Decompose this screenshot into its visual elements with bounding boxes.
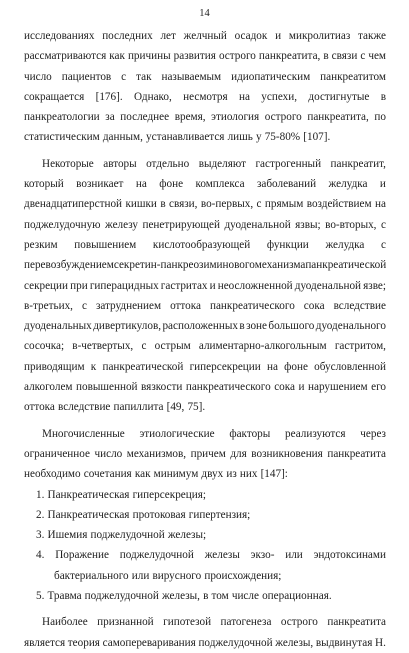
text-line: панкреатологии за последнее время, этиология острого панкреатита, по: [24, 111, 386, 124]
text-line: дуоденальных дивертикулов, расположенных в зоне большого дуоденального: [24, 320, 386, 333]
text-line: приводящим к панкреатической гиперсекреции на фоне обусловленной: [24, 360, 386, 373]
text-line: оттока вследствие папиллита [49, 75].: [24, 401, 206, 414]
text-line: исследованиях последних лет желчный осадок и микролитиаз также: [24, 30, 386, 42]
text-line: статистическим данным, устанавливается лишь у 75-80% [107].: [24, 131, 331, 144]
text-line: рассматриваются как причины развития острого панкреатита, в связи с чем: [24, 50, 386, 63]
text-line: сосочка; в-четвертых, с острым алиментарно-алкогольным гастритом,: [24, 340, 386, 353]
page-number: 14: [199, 8, 210, 19]
list-item-line: 4. Поражение поджелудочной железы экзо- или эндотоксинами: [36, 549, 386, 562]
list-item-line: 3. Ишемия поджелудочной железы;: [36, 529, 207, 542]
text-line: Некоторые авторы отдельно выделяют гастрогенный панкреатит,: [42, 157, 386, 170]
text-line: ограниченное число механизмов, причем для возникновения панкреатита: [24, 447, 386, 460]
text-line: Многочисленные этиологические факторы реализуются через: [42, 427, 386, 440]
text-line: перевозбуждением секретин-панкреозиминового механизма панкреатической: [24, 259, 387, 272]
text-line: число пациентов с так называемым идиопатическим панкреатитом: [24, 70, 386, 83]
text-line: необходимо сочетания как минимум двух из них [147]:: [24, 468, 288, 481]
text-line: алкоголем повышенной вязкости панкреатического сока и нарушением его: [24, 381, 386, 394]
body-text: [24, 26, 386, 653]
text-line: который возникает на фоне комплекса заболеваний желудка и: [24, 178, 386, 191]
text-line: секреции при гиперацидных гастритах и неосложненной дуоденальной язве;: [24, 279, 386, 292]
text-line: двенадцатиперстной кишки в связи, во-первых, с прямым воздействием на: [24, 198, 386, 211]
list-item-line: 1. Панкреатическая гиперсекреция;: [36, 488, 206, 501]
text-line: является теория самопереваривания поджелудочной железы, выдвинутая Н.: [24, 636, 386, 649]
list-item-line: бактериального или вирусного происхождения;: [54, 569, 282, 582]
list-item-line: 2. Панкреатическая протоковая гипертензия;: [36, 508, 251, 521]
text-line: поджелудочную железу пенетрирующей дуоденальной язвы; во-вторых, с: [24, 218, 386, 231]
text-line: Наиболее признанной гипотезой патогенеза острого панкреатита: [42, 616, 386, 629]
text-line: резким повышением кислотообразующей функции желудка с: [24, 238, 386, 251]
text-line: сокращается [176]. Однако, несмотря на успехи, достигнутые в: [24, 90, 386, 103]
list-item-line: 5. Травма поджелудочной железы, в том числе операционная.: [36, 590, 332, 603]
text-line: в-третьих, с затруднением оттока панкреатического сока вследствие: [24, 299, 386, 312]
